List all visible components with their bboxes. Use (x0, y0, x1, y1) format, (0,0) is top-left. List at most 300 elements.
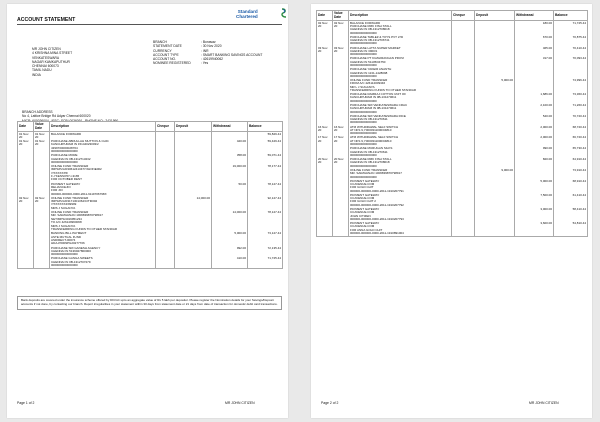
description-line: BALANCE FORWARD (350, 20, 381, 25)
table-row (317, 57, 588, 68)
cell-date (18, 232, 34, 246)
cell-deposit (175, 140, 212, 154)
cell-balance: 59,071.44 (248, 154, 283, 165)
table-row (18, 196, 283, 210)
description-line: KANCHIPURAM IN 0B-131270611 (350, 95, 397, 100)
cell-description (349, 222, 452, 237)
cell-balance: 59,829.44 (248, 132, 283, 140)
cell-date (18, 246, 34, 257)
column-header: Value Date (333, 11, 349, 21)
cell-deposit (475, 208, 515, 222)
cell-deposit (475, 21, 515, 36)
cell-withdrawal: 7,500.00 (515, 193, 554, 207)
table-row (18, 165, 283, 183)
table-row (18, 257, 283, 268)
meta-label: STATEMENT DATE (153, 44, 182, 49)
cell-balance: 74,996.44 (554, 79, 588, 93)
cell-cheque (452, 35, 475, 46)
logo-line-1: Standard (237, 9, 258, 14)
table-row (317, 158, 588, 169)
meta-value: : INR (201, 48, 209, 53)
cell-date (18, 257, 34, 268)
cell-deposit (175, 225, 212, 232)
description-line: 0000000000000000 (51, 252, 78, 257)
cell-date (317, 104, 333, 115)
cell-withdrawal (515, 68, 554, 79)
cell-withdrawal (515, 168, 554, 179)
cell-balance: 92,127.44 (248, 196, 283, 210)
cell-deposit (475, 222, 515, 237)
column-header: Deposit (475, 11, 515, 21)
cell-deposit (475, 57, 515, 68)
description-line: CHENNAI IN 3900/1 (350, 48, 378, 53)
cell-withdrawal: 5,000.00 (212, 232, 248, 246)
description-line: 0000000000000000 (350, 163, 377, 168)
description-line: PURCHASE RMK FISH STALL (350, 23, 392, 28)
cell-description (50, 182, 156, 196)
page-number: Page 2 of 2 (321, 401, 339, 405)
description-line: PURCHASE ABDULLAH MUTTON & CHIC (51, 139, 109, 144)
column-header: Balance (248, 122, 283, 132)
cell-withdrawal: 420.00 (212, 140, 248, 154)
header-divider (17, 24, 282, 25)
cell-description (349, 68, 452, 79)
description-line: CHENNAI IN 0B-1312708018 (350, 27, 390, 32)
table-row (317, 136, 588, 147)
cell-balance: 70,875.44 (554, 35, 588, 46)
cell-deposit (475, 125, 515, 136)
cell-balance: 70,093.44 (554, 57, 588, 68)
cell-date (18, 225, 34, 232)
cell-value-date (34, 225, 50, 232)
cell-cheque (452, 158, 475, 169)
account-meta (153, 40, 262, 66)
cell-withdrawal: 2,000.00 (515, 125, 554, 136)
description-line: CCAVENUE.COM (350, 210, 375, 215)
logo-line-2: Chartered (236, 14, 258, 19)
table-row (18, 182, 283, 196)
cell-date (18, 165, 34, 183)
description-line: ATM WITHDRAWAL SELF SWITCH (350, 135, 399, 140)
description-line: 0000000000000000 (350, 98, 377, 103)
cell-deposit (175, 182, 212, 196)
description-line: MR L J SUGANYA (350, 84, 375, 89)
cell-date (317, 93, 333, 104)
table-row (317, 104, 588, 115)
cell-date (317, 168, 333, 179)
description-line: MR. SARAVANAN 1006839870798917 (51, 213, 103, 218)
cell-value-date: 20 Nov 20 (333, 158, 349, 169)
description-line: JOHN CITIZEN (350, 213, 371, 218)
cell-cheque (156, 225, 175, 232)
column-header: Description (349, 11, 452, 21)
cell-date (317, 147, 333, 158)
bank-logo-text (236, 9, 258, 19)
statement-page-1 (7, 4, 288, 418)
cell-deposit (175, 210, 212, 224)
column-header: Cheque (156, 122, 175, 132)
cell-cheque (452, 193, 475, 207)
table-row (18, 140, 283, 154)
branch-address-line: BRANCH ADDRESS (22, 110, 53, 114)
description-line: 0000000000000000 (350, 142, 377, 147)
cell-deposit: 5,000.00 (475, 79, 515, 93)
cell-balance: 73,127.44 (248, 232, 283, 246)
table-row (317, 46, 588, 57)
cell-balance: 61,410.44 (554, 193, 588, 207)
cell-balance: 58,410.44 (554, 208, 588, 222)
table-row (18, 210, 283, 224)
cell-description (349, 114, 452, 125)
description-line: 0000000000000000 (350, 152, 377, 157)
cell-cheque (452, 79, 475, 93)
cell-deposit (175, 165, 212, 183)
description-line: 0000000000000000 (350, 52, 377, 57)
cell-date (317, 57, 333, 68)
cell-cheque (452, 93, 475, 104)
description-line: TRANSFERRING FUNDS TO OTHER STANDAR (350, 88, 417, 93)
cell-date: 16 Nov 20 (317, 125, 333, 136)
cell-description (349, 125, 452, 136)
description-line: 0000000000000000 (350, 63, 377, 68)
cell-cheque (452, 147, 475, 158)
description-line: CCAVENUE.COM (350, 181, 375, 186)
meta-value: : Yes (201, 61, 209, 66)
meta-label: BRANCH (153, 40, 167, 44)
page-number: Page 1 of 2 (17, 401, 35, 405)
column-header: Deposit (175, 122, 212, 132)
description-line: FOR ANNA GOLD CHIT (350, 227, 383, 232)
cell-deposit (175, 257, 212, 268)
description-line: ONLINE FUND TRANSFER (51, 164, 89, 169)
cell-cheque (156, 246, 175, 257)
description-line: MRS J SUGANYA (51, 205, 76, 210)
description-line: PAYMENT GATEWAY (350, 206, 380, 211)
description-line: FOR OCTOBER RENT (51, 177, 82, 182)
cell-date (317, 179, 333, 193)
cell-cheque (156, 154, 175, 165)
cell-value-date (34, 246, 50, 257)
cell-date: 03 Nov 20 (317, 46, 333, 57)
cell-withdrawal: 50.00 (212, 182, 248, 196)
cell-withdrawal: 2,000.00 (515, 136, 554, 147)
description-line: 000000-000000-0000-2011-1910207792 (350, 202, 404, 207)
description-line: PURCHASE RMK FISH STALL (350, 157, 392, 162)
description-line: FOR JIO (51, 188, 63, 193)
deposit-insurance-note: Bank deposits are covered under the insurance scheme offered by DICGC upto an aggregate value of Rs 5 lakh per depositor. Please register the Nomination details for your Savings/Deposit accounts if not done, by contacting our branch. Report irregularities in your statement within 30 days from statement date or 21 days from date of transaction for domestic debit card transactions. (17, 296, 282, 310)
cell-date (317, 114, 333, 125)
cell-balance: 73,910.44 (554, 168, 588, 179)
cell-deposit (475, 35, 515, 46)
column-header: Date (18, 122, 34, 132)
description-line: F-YKENSO57-I-3165 (51, 174, 80, 179)
description-line: CHENNAI IN 0B-1312706741 (350, 38, 390, 43)
cell-balance: 78,177.44 (248, 165, 283, 183)
cell-value-date (333, 79, 349, 93)
cell-withdrawal: 317.00 (515, 57, 554, 68)
cell-balance: 64,910.44 (554, 158, 588, 169)
cell-deposit (475, 136, 515, 147)
description-line: KANCHIPURAM IN 0B-131270611 (350, 106, 397, 111)
statement-page-2 (311, 4, 592, 418)
cell-description (50, 232, 156, 246)
cell-deposit (175, 232, 212, 246)
cell-cheque (452, 222, 475, 237)
cell-balance: 73,360.44 (554, 93, 588, 104)
table-row (317, 68, 588, 79)
description-line: 7/XXXXXX4/99999 (51, 202, 77, 207)
meta-value: : 30 Nov 2020 (201, 44, 222, 49)
cell-balance: 72,135.44 (248, 246, 283, 257)
cell-description (349, 179, 452, 193)
cell-description (349, 136, 452, 147)
description-line: ASTE MUTUAL FUND (51, 234, 82, 239)
cell-date (317, 68, 333, 79)
description-line: TRANSFERRING FUNDS TO OTHER STANDAR (51, 227, 118, 232)
cell-date: 20 Nov 20 (317, 158, 333, 169)
cell-value-date (333, 193, 349, 207)
description-line: FOR GOLD CHIT (350, 185, 374, 190)
cell-description (50, 246, 156, 257)
cell-cheque (156, 210, 175, 224)
column-header: Withdrawal (212, 122, 248, 132)
cell-description (349, 46, 452, 57)
table-row (317, 179, 588, 193)
footer-customer-name: MR JOHN CITIZEN (225, 401, 255, 405)
description-line: 0000000000000000 (350, 131, 377, 136)
cell-cheque (452, 179, 475, 193)
cell-description (50, 257, 156, 268)
cell-withdrawal: 465.00 (515, 46, 554, 57)
meta-label: CURRENCY (153, 48, 172, 53)
table-row (317, 168, 588, 179)
transactions-table (17, 121, 283, 269)
cell-cheque (156, 232, 175, 246)
cell-withdrawal: 5,000.00 (515, 179, 554, 193)
cell-cheque (156, 140, 175, 154)
cell-description (349, 147, 452, 158)
cell-cheque (452, 208, 475, 222)
cell-deposit (475, 147, 515, 158)
cell-value-date (333, 57, 349, 68)
cell-withdrawal: 820.00 (515, 158, 554, 169)
cell-balance (554, 68, 588, 79)
description-line: ONLINE FUND TRANSFER (51, 209, 89, 214)
description-line: CHENNAI IN 0B-1312708018 (350, 160, 390, 165)
description-line: 0000000000000000 (350, 120, 377, 125)
description-line: CHENNAI IN 5139027800000 (51, 248, 91, 253)
column-header: Cheque (452, 11, 475, 21)
cell-value-date: 02 Nov 20 (333, 21, 349, 36)
cell-value-date (333, 104, 349, 115)
cell-cheque (452, 57, 475, 68)
meta-value: : Bonavaz (201, 40, 216, 44)
cell-value-date (333, 114, 349, 125)
cell-date: 02 Nov 20 (18, 196, 34, 210)
bank-logo-icon (281, 8, 287, 18)
cell-value-date (333, 35, 349, 46)
description-line: PURCHASE YAKEIR ANANTH (350, 67, 392, 72)
cell-date (317, 79, 333, 93)
cell-value-date (333, 222, 349, 237)
table-row (317, 125, 588, 136)
meta-value: : SMART BANKING SAVINGS ACCOUNT (201, 52, 263, 57)
description-line: 0000000000000000 (350, 41, 377, 46)
customer-address-line: TAMIL NADU (32, 68, 52, 73)
cell-balance: 66,720.44 (554, 136, 588, 147)
description-line: PURCHASE GANGA SWEETS (51, 256, 93, 261)
table-row (317, 193, 588, 207)
cell-withdrawal: 14,000.00 (212, 210, 248, 224)
cell-value-date (34, 182, 50, 196)
cell-value-date (34, 257, 50, 268)
description-line: 0000000000000000 (51, 159, 78, 164)
cell-deposit (475, 114, 515, 125)
description-line: CCAVENUE.COM (350, 224, 375, 229)
cell-description (349, 57, 452, 68)
description-line: 0000000000000000 (350, 30, 377, 35)
description-line: 0000000000000000 (51, 149, 78, 154)
meta-value: : 42619940062 (201, 57, 224, 62)
cell-date (18, 210, 34, 224)
cell-deposit (475, 179, 515, 193)
cell-date (317, 208, 333, 222)
transactions-table (316, 10, 588, 237)
table-row (317, 114, 588, 125)
description-line: TO A/C 426149960068 (51, 219, 82, 224)
cell-withdrawal: 2,100.00 (515, 104, 554, 115)
customer-address-line: CHENNAI 600073 (32, 64, 59, 69)
cell-deposit (175, 246, 212, 257)
description-line: PAYMENT GATEWAY (350, 221, 380, 226)
cell-deposit (475, 93, 515, 104)
cell-cheque (452, 46, 475, 57)
cell-balance: 71,725.44 (248, 257, 283, 268)
cell-cheque (452, 68, 475, 79)
cell-description (349, 168, 452, 179)
cell-value-date: 01 Nov 20 (34, 140, 50, 154)
table-row (317, 208, 588, 222)
description-line: ASDIRECT-00074 (51, 238, 76, 243)
description-line: MRS J SUGANYA (51, 223, 76, 228)
description-line: 000000-000000-0000-2011-1910207793 (350, 216, 404, 221)
meta-row (153, 61, 262, 65)
description-line: 0000000000000000 (350, 174, 377, 179)
cell-deposit (175, 132, 212, 140)
cell-withdrawal: 992.00 (212, 246, 248, 257)
cell-cheque (452, 104, 475, 115)
cell-value-date (333, 93, 349, 104)
cell-value-date (34, 232, 50, 246)
cell-deposit (475, 104, 515, 115)
cell-balance: 71,260.44 (554, 104, 588, 115)
description-line: ONLINE FUND TRANSFER (350, 77, 388, 82)
description-line: 0000000000000000 (350, 73, 377, 78)
description-line: PURCHASE PT KUZHIRANGAN PROVI (350, 56, 405, 61)
cell-description (349, 158, 452, 169)
description-line: PURCHASE MORE (51, 153, 78, 158)
customer-address-line: MR JOHN CITIZEN (32, 47, 61, 51)
description-line: IMPS/P2A/03171301364/CITI0002 (51, 199, 98, 204)
description-line: 4399700000028704 (51, 145, 78, 150)
cell-value-date (333, 168, 349, 179)
cell-date (317, 193, 333, 207)
cell-balance: 70,410.44 (554, 46, 588, 57)
description-line: BALANCE FORWARD (51, 131, 82, 136)
cell-description (50, 196, 156, 210)
cell-value-date (333, 208, 349, 222)
footer-customer-name: MR JOHN CITIZEN (529, 401, 559, 405)
cell-cheque (452, 136, 475, 147)
cell-balance: 68,720.44 (554, 125, 588, 136)
cell-value-date (333, 179, 349, 193)
description-line: IMPS/P2A/030612413477/JHONE002 (51, 167, 102, 172)
cell-cheque (452, 125, 475, 136)
cell-withdrawal: 180.00 (515, 21, 554, 36)
customer-address-line: NAGAR KAMKAPUTHUR (32, 59, 70, 64)
description-line: ATM WITHDRAWAL SELF SWITCH (350, 124, 399, 129)
description-line: NETIMPS/4019951234 (51, 216, 82, 221)
description-line: BANKING BILL PAYMENT (51, 231, 87, 236)
description-line: AT NFS 9,Y0000311000/04810 (350, 138, 392, 143)
cell-cheque (156, 182, 175, 196)
cell-deposit: 9,000.00 (475, 168, 515, 179)
cell-cheque (452, 114, 475, 125)
description-line: PAYMENT GATEWAY (350, 178, 380, 183)
cell-balance: 78,127.44 (248, 210, 283, 224)
description-line: CHENNAI IN 0B-1312713232 (51, 156, 91, 161)
cell-description (50, 165, 156, 183)
description-line: 000000-000000-0000-2011-9119706798X (51, 191, 107, 196)
cell-date (317, 222, 333, 237)
cell-date (18, 182, 34, 196)
description-line: CCAVENUE.COM (350, 196, 375, 201)
cell-cheque (452, 21, 475, 36)
cell-withdrawal: 1,686.00 (515, 93, 554, 104)
table-row (317, 93, 588, 104)
cell-description (349, 21, 452, 36)
cell-value-date: 02 Nov 20 (34, 196, 50, 210)
description-line: PURCHASE SRI VENKATESWARA RICE (350, 113, 406, 118)
table-row (18, 232, 283, 246)
cell-withdrawal: 3,000.00 (515, 208, 554, 222)
column-header: Value Date (34, 122, 50, 132)
meta-label: NOMINEE REGISTERED (153, 61, 191, 66)
description-line: 7/XXXXXX5/ (51, 170, 69, 175)
description-line: PURCHASE MURUGAN SILKS (350, 146, 393, 151)
customer-address-line: 4 KRISHNA MINA STREET (32, 51, 73, 56)
cell-date: 02 Nov 20 (317, 21, 333, 36)
table-row (317, 147, 588, 158)
cell-balance: 59,429.44 (248, 140, 283, 154)
cell-date (18, 154, 34, 165)
cell-date (317, 35, 333, 46)
description-line: HDA-P0009PG20277706 (51, 241, 85, 246)
cell-value-date (34, 165, 50, 183)
cell-date: 01 Nov 20 (18, 132, 34, 140)
column-header: Date (317, 11, 333, 21)
cell-cheque (156, 165, 175, 183)
cell-value-date: 16 Nov 20 (333, 125, 349, 136)
cell-withdrawal: 410.00 (212, 257, 248, 268)
cell-description (50, 210, 156, 224)
description-line: CHENNAI IN 1131-1428098 (350, 70, 388, 75)
description-line: FOR GOLD CHIT 2 (350, 199, 376, 204)
cell-description (349, 193, 452, 207)
cell-cheque (156, 132, 175, 140)
table-row (317, 21, 588, 36)
cell-withdrawal: 3,600.00 (515, 222, 554, 237)
